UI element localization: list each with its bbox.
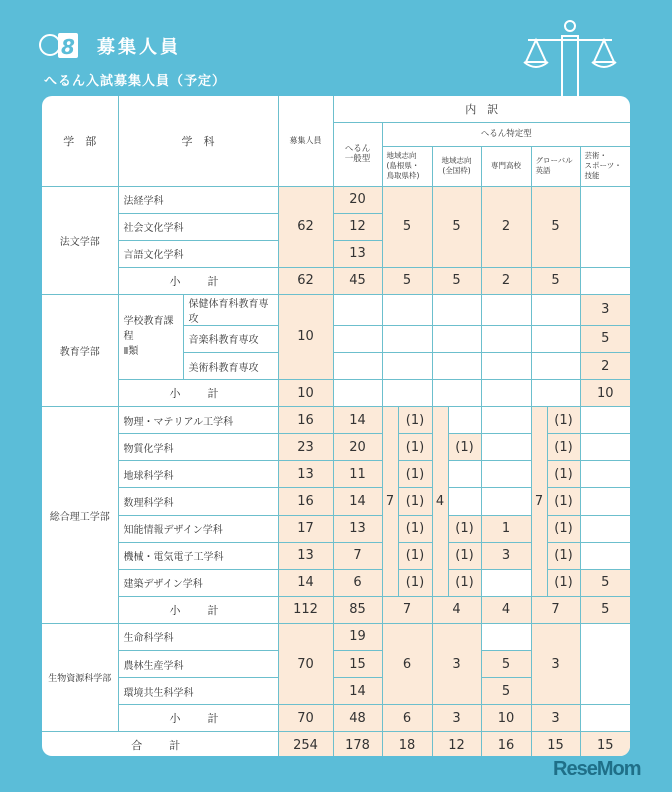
header-specific: へるん特定型 [382, 122, 630, 146]
general-cell: 11 [333, 461, 382, 488]
vocational-cell [481, 569, 531, 596]
arts-cell [580, 488, 630, 515]
subtotal-arts: 10 [580, 380, 630, 407]
table-row [42, 407, 630, 434]
vocational-cell [481, 407, 531, 434]
region-national-cell: 5 [432, 186, 481, 267]
quota-cell: 16 [278, 407, 333, 434]
department-name: 生命科学科 [118, 623, 278, 650]
subtotal-national: 4 [432, 596, 481, 623]
subtotal-national: 3 [432, 705, 481, 732]
region-national-cell: (1) [448, 542, 481, 569]
page-subtitle: へるん入試募集人員（予定） [44, 74, 227, 89]
total-quota: 254 [278, 732, 333, 756]
general-cell: 20 [333, 186, 382, 213]
subtotal-general: 85 [333, 596, 382, 623]
total-global: 15 [531, 732, 580, 756]
header-vocational: 専門高校 [481, 146, 531, 186]
arts-cell: 2 [580, 352, 630, 379]
department-name: 機械・電気電子工学科 [118, 542, 278, 569]
department-name: 数理科学科 [118, 488, 278, 515]
major-name: 美術科教育専攻 [183, 352, 278, 379]
vocational-cell: 5 [481, 678, 531, 705]
global-cell: (1) [547, 542, 580, 569]
subtotal-label: 小 計 [118, 596, 278, 623]
department-name: 法経学科 [118, 186, 278, 213]
subtotal-label: 小 計 [118, 380, 278, 407]
quota-cell: 13 [278, 542, 333, 569]
subtotal-arts [580, 267, 630, 294]
subtotal-row [42, 596, 630, 623]
global-cell: (1) [547, 407, 580, 434]
department-name: 物理・マテリアル工学科 [118, 407, 278, 434]
arts-cell [580, 542, 630, 569]
general-cell: 20 [333, 434, 382, 461]
subtotal-global: 3 [531, 705, 580, 732]
region-shimane-cell: (1) [398, 569, 432, 596]
quota-cell: 17 [278, 515, 333, 542]
general-cell: 14 [333, 488, 382, 515]
region-shimane-cell: (1) [398, 542, 432, 569]
subtotal-vocational: 2 [481, 267, 531, 294]
subtotal-shimane: 6 [382, 705, 432, 732]
vocational-cell: 1 [481, 515, 531, 542]
faculty-name: 生物資源科学部 [42, 623, 118, 731]
table-row [42, 294, 630, 325]
total-arts: 15 [580, 732, 630, 756]
total-vocational: 16 [481, 732, 531, 756]
subtotal-shimane: 5 [382, 267, 432, 294]
general-cell: 15 [333, 651, 382, 678]
region-national-total: 4 [432, 407, 448, 597]
region-shimane-cell: (1) [398, 488, 432, 515]
general-cell: 7 [333, 542, 382, 569]
subtotal-row [42, 267, 630, 294]
general-cell: 12 [333, 213, 382, 240]
general-cell: 14 [333, 678, 382, 705]
department-name: 農林生産学科 [118, 651, 278, 678]
subtotal-general: 45 [333, 267, 382, 294]
subtotal-row [42, 380, 630, 407]
general-cell: 13 [333, 240, 382, 267]
header-global: グローバル 英語 [531, 146, 580, 186]
department-name: 言語文化学科 [118, 240, 278, 267]
vocational-cell [481, 461, 531, 488]
department-name: 知能情報デザイン学科 [118, 515, 278, 542]
quota-cell: 70 [278, 623, 333, 704]
faculty-name: 法文学部 [42, 186, 118, 294]
subtotal-global: 5 [531, 267, 580, 294]
quota-cell: 10 [278, 294, 333, 379]
table-row [42, 186, 630, 213]
major-name: 保健体育科教育専攻 [183, 294, 278, 325]
department-name: 建築デザイン学科 [118, 569, 278, 596]
department-name: 環境共生科学科 [118, 678, 278, 705]
global-cell: (1) [547, 434, 580, 461]
subtotal-quota: 62 [278, 267, 333, 294]
header-general: へるん 一般型 [333, 122, 382, 186]
global-cell: (1) [547, 569, 580, 596]
vocational-cell: 3 [481, 542, 531, 569]
resemom-logo: ReseMom [553, 758, 641, 780]
total-shimane: 18 [382, 732, 432, 756]
subtotal-national: 5 [432, 267, 481, 294]
quota-table [42, 96, 630, 756]
header-faculty: 学 部 [42, 96, 118, 186]
subtotal-quota: 10 [278, 380, 333, 407]
faculty-name: 総合理工学部 [42, 407, 118, 624]
vocational-cell [481, 434, 531, 461]
global-cell: (1) [547, 515, 580, 542]
region-shimane-cell: 5 [382, 186, 432, 267]
subtotal-arts: 5 [580, 596, 630, 623]
header-region-shimane: 地域志向 (島根県・ 鳥取県枠) [382, 146, 432, 186]
global-cell: 5 [531, 186, 580, 267]
subtotal-quota: 112 [278, 596, 333, 623]
total-row [42, 732, 630, 756]
quota-cell: 23 [278, 434, 333, 461]
header-breakdown: 内 訳 [333, 96, 630, 122]
region-national-cell: (1) [448, 434, 481, 461]
region-national-cell [448, 407, 481, 434]
svg-text:8: 8 [61, 35, 75, 59]
region-shimane-cell: (1) [398, 434, 432, 461]
region-shimane-cell: (1) [398, 407, 432, 434]
subtotal-shimane: 7 [382, 596, 432, 623]
global-total: 7 [531, 407, 547, 597]
total-general: 178 [333, 732, 382, 756]
region-national-cell [448, 461, 481, 488]
vocational-cell [481, 488, 531, 515]
quota-cell: 16 [278, 488, 333, 515]
general-cell: 13 [333, 515, 382, 542]
subtotal-quota: 70 [278, 705, 333, 732]
department-name: 地球科学科 [118, 461, 278, 488]
arts-cell [580, 186, 630, 267]
table-row [42, 623, 630, 650]
global-cell: 3 [531, 623, 580, 704]
region-shimane-cell: (1) [398, 515, 432, 542]
header-department: 学 科 [118, 96, 278, 186]
region-shimane-cell: 6 [382, 623, 432, 704]
arts-cell [580, 515, 630, 542]
page-title: 募集人員 [97, 37, 181, 58]
global-cell: (1) [547, 461, 580, 488]
scales-figure-icon [518, 18, 618, 98]
general-cell: 6 [333, 569, 382, 596]
department-name: 物質化学科 [118, 434, 278, 461]
region-national-cell [448, 488, 481, 515]
region-shimane-total: 7 [382, 407, 398, 597]
quota-cell: 62 [278, 186, 333, 267]
header-arts: 芸術・ スポーツ・ 技能 [580, 146, 630, 186]
subtotal-label: 小 計 [118, 267, 278, 294]
subtotal-vocational: 4 [481, 596, 531, 623]
subtotal-vocational: 10 [481, 705, 531, 732]
faculty-name: 教育学部 [42, 294, 118, 406]
general-cell: 19 [333, 623, 382, 650]
total-label: 合 計 [42, 732, 278, 756]
header-region-national: 地域志向 (全国枠) [432, 146, 481, 186]
department-name: 社会文化学科 [118, 213, 278, 240]
quota-cell: 14 [278, 569, 333, 596]
course-name: 学校教育課程 Ⅱ類 [118, 294, 183, 379]
arts-cell [580, 407, 630, 434]
global-cell: (1) [547, 488, 580, 515]
major-name: 音楽科教育専攻 [183, 325, 278, 352]
region-shimane-cell: (1) [398, 461, 432, 488]
arts-cell: 5 [580, 325, 630, 352]
subtotal-general: 48 [333, 705, 382, 732]
subtotal-row [42, 705, 630, 732]
quota-table-card [42, 96, 630, 756]
arts-cell [580, 623, 630, 704]
subtotal-global: 7 [531, 596, 580, 623]
quota-cell: 13 [278, 461, 333, 488]
header-quota: 募集人員 [278, 96, 333, 186]
arts-cell [580, 434, 630, 461]
arts-cell [580, 461, 630, 488]
section-badge-icon [38, 30, 80, 60]
subtotal-label: 小 計 [118, 705, 278, 732]
total-national: 12 [432, 732, 481, 756]
region-national-cell: 3 [432, 623, 481, 704]
general-cell: 14 [333, 407, 382, 434]
arts-cell: 3 [580, 294, 630, 325]
region-national-cell: (1) [448, 569, 481, 596]
vocational-cell [481, 623, 531, 650]
arts-cell: 5 [580, 569, 630, 596]
vocational-cell: 5 [481, 651, 531, 678]
vocational-cell: 2 [481, 186, 531, 267]
subtotal-arts [580, 705, 630, 732]
region-national-cell: (1) [448, 515, 481, 542]
